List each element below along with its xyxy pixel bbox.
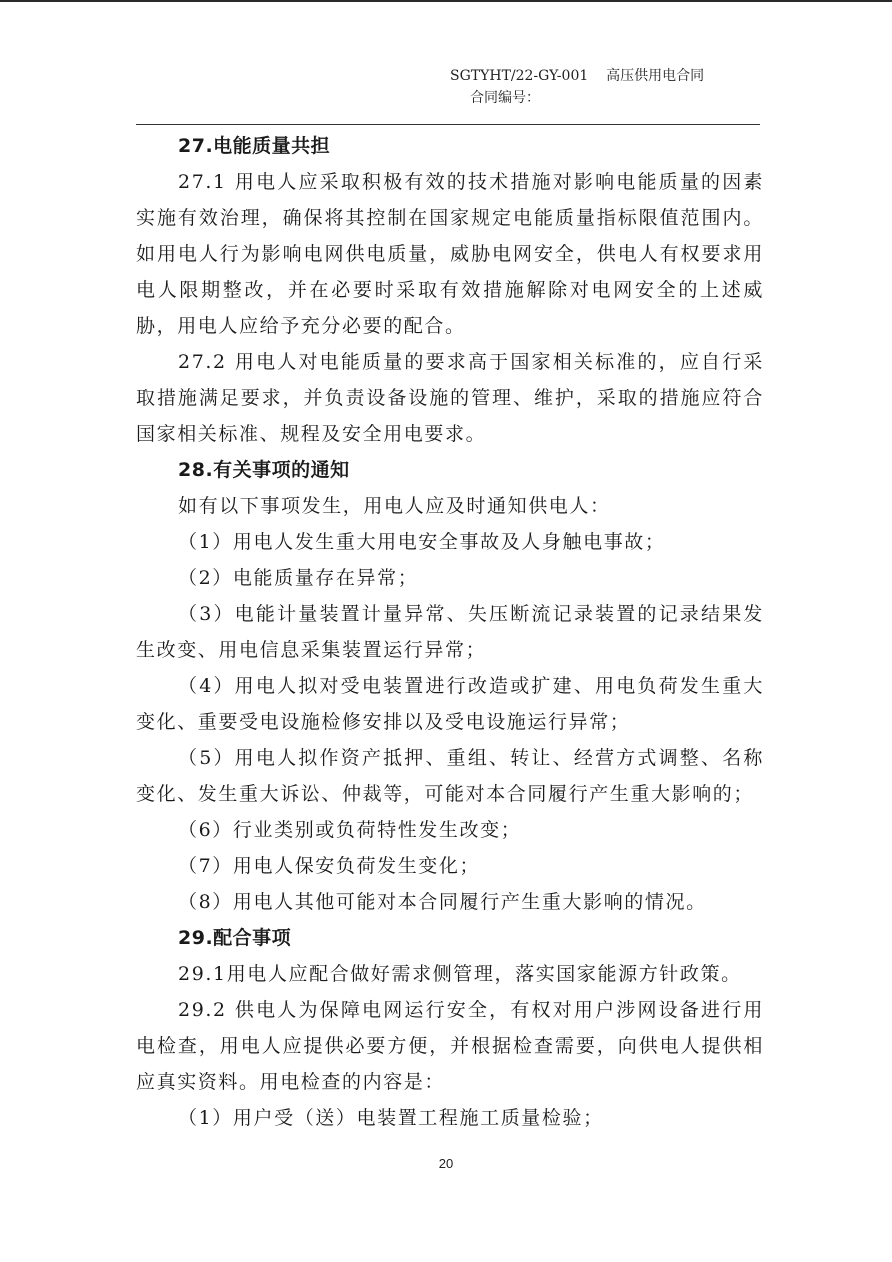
clause-27-1: 27.1 用电人应采取积极有效的技术措施对影响电能质量的因素实施有效治理，确保将其控制在国家规定电能质量指标限值范围内。如用电人行为影响电网供电质量，威胁电网安全，供电人有权要求用电人限期整改，并在必要时采取有效措施解除对电网安全的上述威胁，用电人应给予充分必要的配合。 — [136, 171, 764, 337]
list-item: （7）用电人保安负荷发生变化； — [178, 855, 481, 877]
clause-27-2: 27.2 用电人对电能质量的要求高于国家相关标准的，应自行采取措施满足要求，并负责设备设施的管理、维护，采取的措施应符合国家相关标准、规程及安全用电要求。 — [136, 351, 764, 445]
section-heading-27: 27.电能质量共担 — [178, 135, 331, 157]
contract-code: SGTYHT/22-GY-001 — [450, 68, 589, 84]
list-item: （1）用户受（送）电装置工程施工质量检验； — [178, 1107, 604, 1129]
list-item: （2）电能质量存在异常； — [178, 567, 419, 589]
section-heading-29: 29.配合事项 — [178, 927, 292, 949]
contract-number-label: 合同编号： — [470, 90, 540, 106]
list-item: （4）用电人拟对受电装置进行改造或扩建、用电负荷发生重大变化、重要受电设施检修安排以及受电设施运行异常； — [136, 675, 764, 733]
list-item: （1）用电人发生重大用电安全事故及人身触电事故； — [178, 531, 666, 553]
list-item: （3）电能计量装置计量异常、失压断流记录装置的记录结果发生改变、用电信息采集装置运行异常； — [136, 603, 764, 661]
page-header — [450, 65, 770, 109]
list-item: （5）用电人拟作资产抵押、重组、转让、经营方式调整、名称变化、发生重大诉讼、仲裁等，可能对本合同履行产生重大影响的； — [136, 747, 764, 805]
list-item: （6）行业类别或负荷特性发生改变； — [178, 819, 522, 841]
section-heading-28: 28.有关事项的通知 — [178, 459, 350, 481]
page-body — [136, 128, 764, 1136]
page-number: 20 — [438, 1156, 454, 1171]
clause-29-2: 29.2 供电人为保障电网运行安全，有权对用户涉网设备进行用电检查，用电人应提供必要方便，并根据检查需要，向供电人提供相应真实资料。用电检查的内容是： — [136, 999, 764, 1093]
list-item: （8）用电人其他可能对本合同履行产生重大影响的情况。 — [178, 891, 707, 913]
clause-28-intro: 如有以下事项发生，用电人应及时通知供电人： — [178, 495, 611, 517]
contract-title: 高压供用电合同 — [606, 68, 705, 84]
header-divider — [136, 124, 760, 125]
clause-29-1: 29.1用电人应配合做好需求侧管理，落实国家能源方针政策。 — [178, 963, 742, 985]
